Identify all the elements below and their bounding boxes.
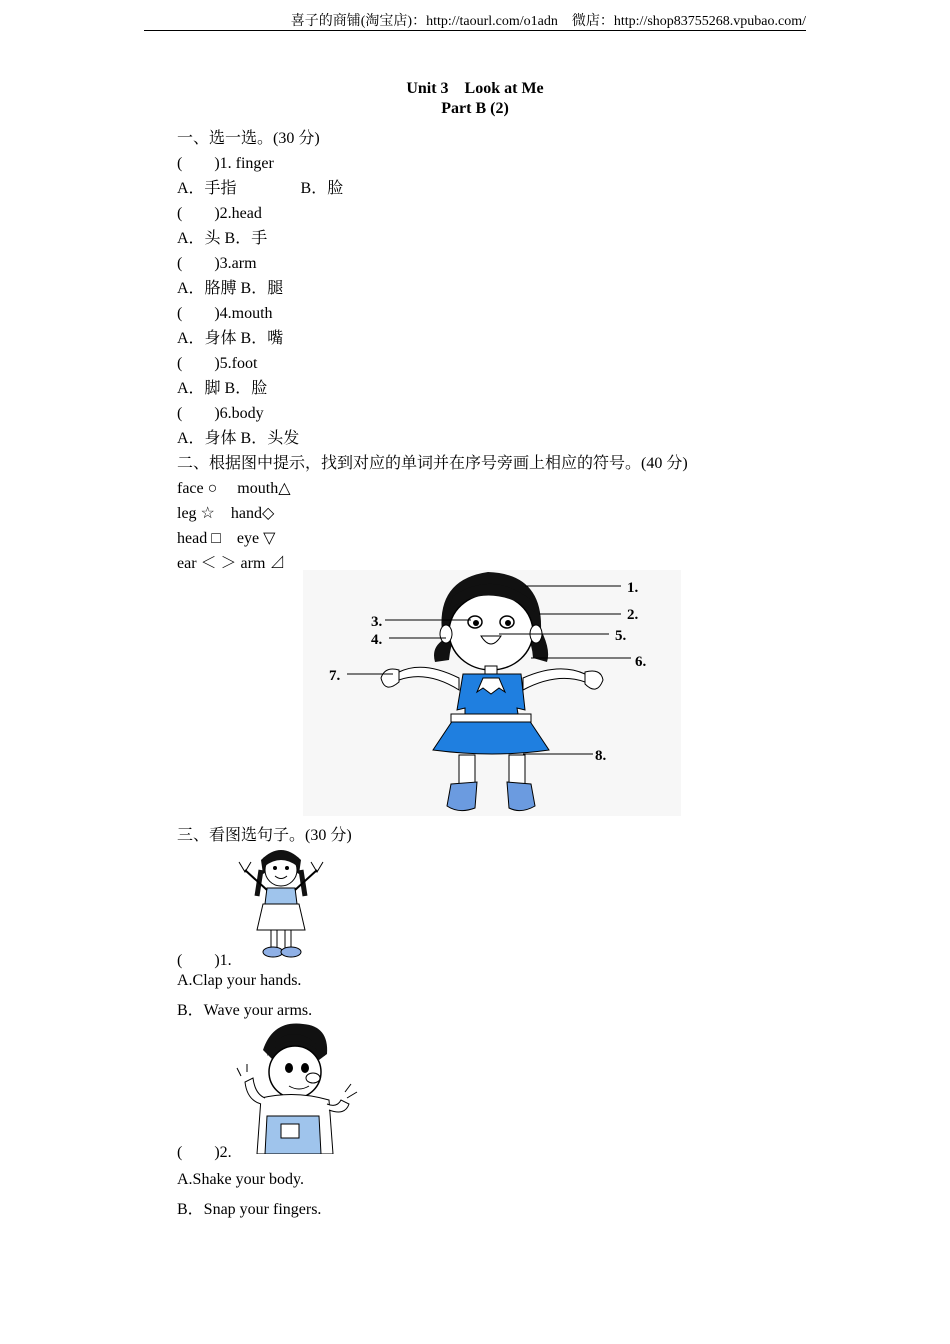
options-3: A．胳膊 B．腿 (177, 280, 284, 297)
section2-heading: 二、根据图中提示，找到对应的单词并在序号旁画上相应的符号。(40 分) (177, 455, 688, 472)
question-3: ( )3.arm (177, 255, 257, 272)
options-1: A．手指 B．脸 (177, 180, 344, 197)
options-5: A．脚 B．脸 (177, 380, 268, 397)
section3-question-2: ( )2. (177, 1144, 232, 1161)
question-4: ( )4.mouth (177, 305, 273, 322)
options-6: A．身体 B．头发 (177, 430, 300, 447)
question-1: ( )1. finger (177, 155, 274, 172)
label-3: 3. (371, 614, 383, 630)
question-5: ( )5.foot (177, 355, 258, 372)
label-4: 4. (371, 632, 383, 648)
legend-line-3: head □ eye ▽ (177, 530, 276, 547)
girl-clapping-picture (233, 840, 329, 960)
section3-option-1a: A.Clap your hands. (177, 972, 302, 989)
question-6: ( )6.body (177, 405, 264, 422)
label-8: 8. (595, 748, 607, 764)
girl-body-diagram (303, 570, 681, 816)
unit-title: Unit 3 Look at Me (406, 80, 544, 97)
legend-line-4: ear ＜ ＞ arm ⊿ (177, 555, 286, 572)
section1-heading: 一、选一选。(30 分) (177, 130, 320, 147)
options-4: A．身体 B．嘴 (177, 330, 284, 347)
label-7: 7. (329, 668, 341, 684)
section3-question-1: ( )1. (177, 952, 232, 969)
header-rule (144, 30, 806, 31)
boy-snapping-picture (233, 1020, 359, 1154)
section3-option-1b: B．Wave your arms. (177, 1002, 313, 1019)
label-2: 2. (627, 607, 639, 623)
part-title: Part B (2) (441, 100, 509, 117)
question-2: ( )2.head (177, 205, 262, 222)
options-2: A．头 B．手 (177, 230, 268, 247)
section3-option-2a: A.Shake your body. (177, 1171, 304, 1188)
legend-line-2: leg ☆ hand◇ (177, 505, 275, 522)
label-5: 5. (615, 628, 627, 644)
legend-line-1: face ○ mouth△ (177, 480, 291, 497)
label-6: 6. (635, 654, 647, 670)
label-1: 1. (627, 580, 639, 596)
section3-heading: 三、看图选句子。(30 分) (177, 827, 352, 844)
page-header: 喜子的商铺(淘宝店)：http://taourl.com/o1adn 微店：http://shop83755268.vpubao.com/ (290, 14, 806, 29)
section3-option-2b: B．Snap your fingers. (177, 1201, 322, 1218)
